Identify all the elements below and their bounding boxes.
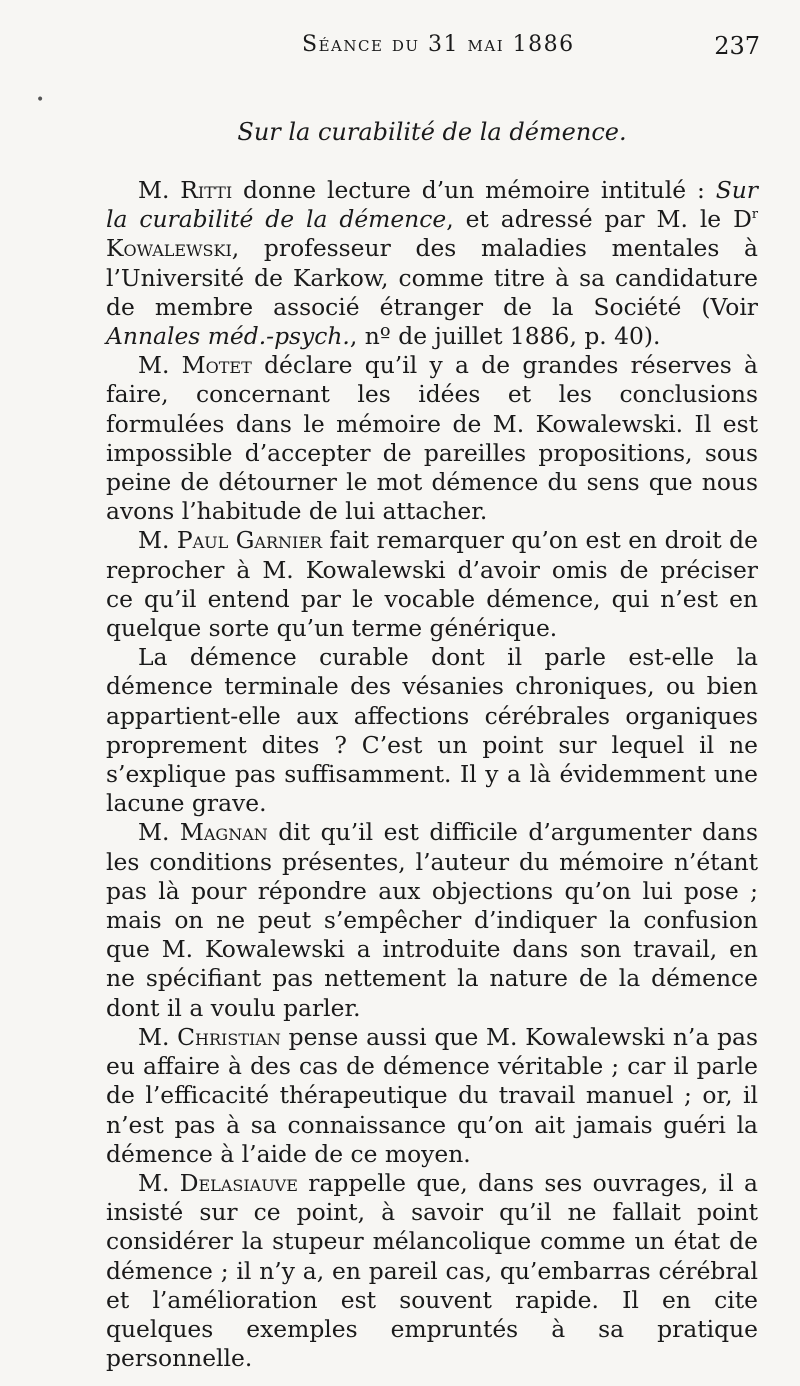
paragraph-garnier-continued bbox=[106, 643, 758, 818]
paragraph-magnan bbox=[106, 818, 758, 1022]
paragraph-text: pense aussi que M. Kowalewski n’a pas eu affaire à des cas de démence véritable ; car il parle de l’efficacité thérapeutique du travail manuel ; or, il n’est pas à sa connaissance qu’on ait jamais guéri la démence à l’aide de ce moyen. bbox=[106, 1022, 759, 1168]
paragraph-text: fait remarquer qu’on est en droit de reprocher à M. Kowalewski d’avoir omis de préciser ce qu’il entend par le vocable démence, qui n’est en quelque sorte qu’un terme générique. bbox=[106, 526, 758, 643]
speaker-name: M. Delasiauve bbox=[138, 1168, 298, 1197]
paragraph-ritti bbox=[106, 176, 758, 351]
paragraph-christian bbox=[106, 1023, 758, 1169]
running-header bbox=[106, 30, 760, 62]
author-name: Kowalewski bbox=[106, 234, 232, 263]
paragraph-text: déclare qu’il y a de grandes réserves à faire, concernant les idées et les conclusions formulées dans le mémoire de M. Kowalewski. Il est impossible d’accepter de pareilles propositions, sous peine de détourner le mot démence du sens que nous avons l’habitude de lui attacher. bbox=[106, 351, 758, 526]
superscript: r bbox=[751, 207, 758, 223]
paragraph-text: dit qu’il est difficile d’argumenter dans les conditions présentes, l’auteur du mémoire n’étant pas là pour répondre aux objections qu’on lui pose ; mais on ne peut s’empêcher d’indiquer la confusion que M. Kowalewski a introduite dans son travail, en ne spécifiant pas nettement la nature de la démence dont il a voulu parler. bbox=[106, 818, 758, 1022]
paragraph-text: rappelle que, dans ses ouvrages, il a insisté sur ce point, à savoir qu’il ne fallait point considérer la stupeur mélancolique comme un état de démence ; il n’y a, en pareil cas, qu’embarras cérébral et l’amélioration est souvent rapide. Il en cite quelques exemples empruntés à sa pratique personnelle. bbox=[106, 1168, 758, 1373]
speaker-name: M. Magnan bbox=[138, 818, 268, 847]
paragraph-text: donne lecture d’un mémoire intitulé : bbox=[232, 176, 716, 204]
speaker-name: M. Motet bbox=[138, 351, 252, 380]
journal-title: Annales méd.-psych. bbox=[106, 322, 350, 351]
speaker-name: M. Christian bbox=[138, 1022, 281, 1051]
speaker-name: M. Paul Garnier bbox=[138, 526, 323, 555]
paragraph-garnier bbox=[106, 526, 758, 643]
paragraph-text: , nº de juillet 1886, p. 40). bbox=[349, 322, 661, 351]
speaker-name: M. Ritti bbox=[138, 176, 233, 204]
paragraph-motet bbox=[106, 351, 758, 526]
margin-dot-mark: • bbox=[36, 92, 45, 108]
section-title: Sur la curabilité de la démence. bbox=[237, 118, 627, 146]
paragraph-text: La démence curable dont il parle est-elle la démence terminale des vésanies chroniques, ou bien appartient-elle aux affections cérébrales organiques proprement dites ? C’est un point sur lequel il ne s’explique pas suffisamment. Il y a là évidemment une lacune grave. bbox=[106, 643, 758, 818]
memoir-title: Sur la curabilité de la démence bbox=[106, 176, 758, 234]
running-title: Séance du 31 mai 1886 bbox=[302, 32, 575, 57]
page-number: 237 bbox=[714, 32, 760, 60]
paragraph-text: , professeur des maladies mentales à l’Université de Karkow, comme titre à sa candidature de membre associé étranger de la Société (Voir bbox=[106, 234, 758, 321]
body-text bbox=[106, 176, 758, 1373]
paragraph-text: , et adressé par M. le D bbox=[446, 205, 752, 234]
paragraph-delasiauve bbox=[106, 1169, 758, 1373]
